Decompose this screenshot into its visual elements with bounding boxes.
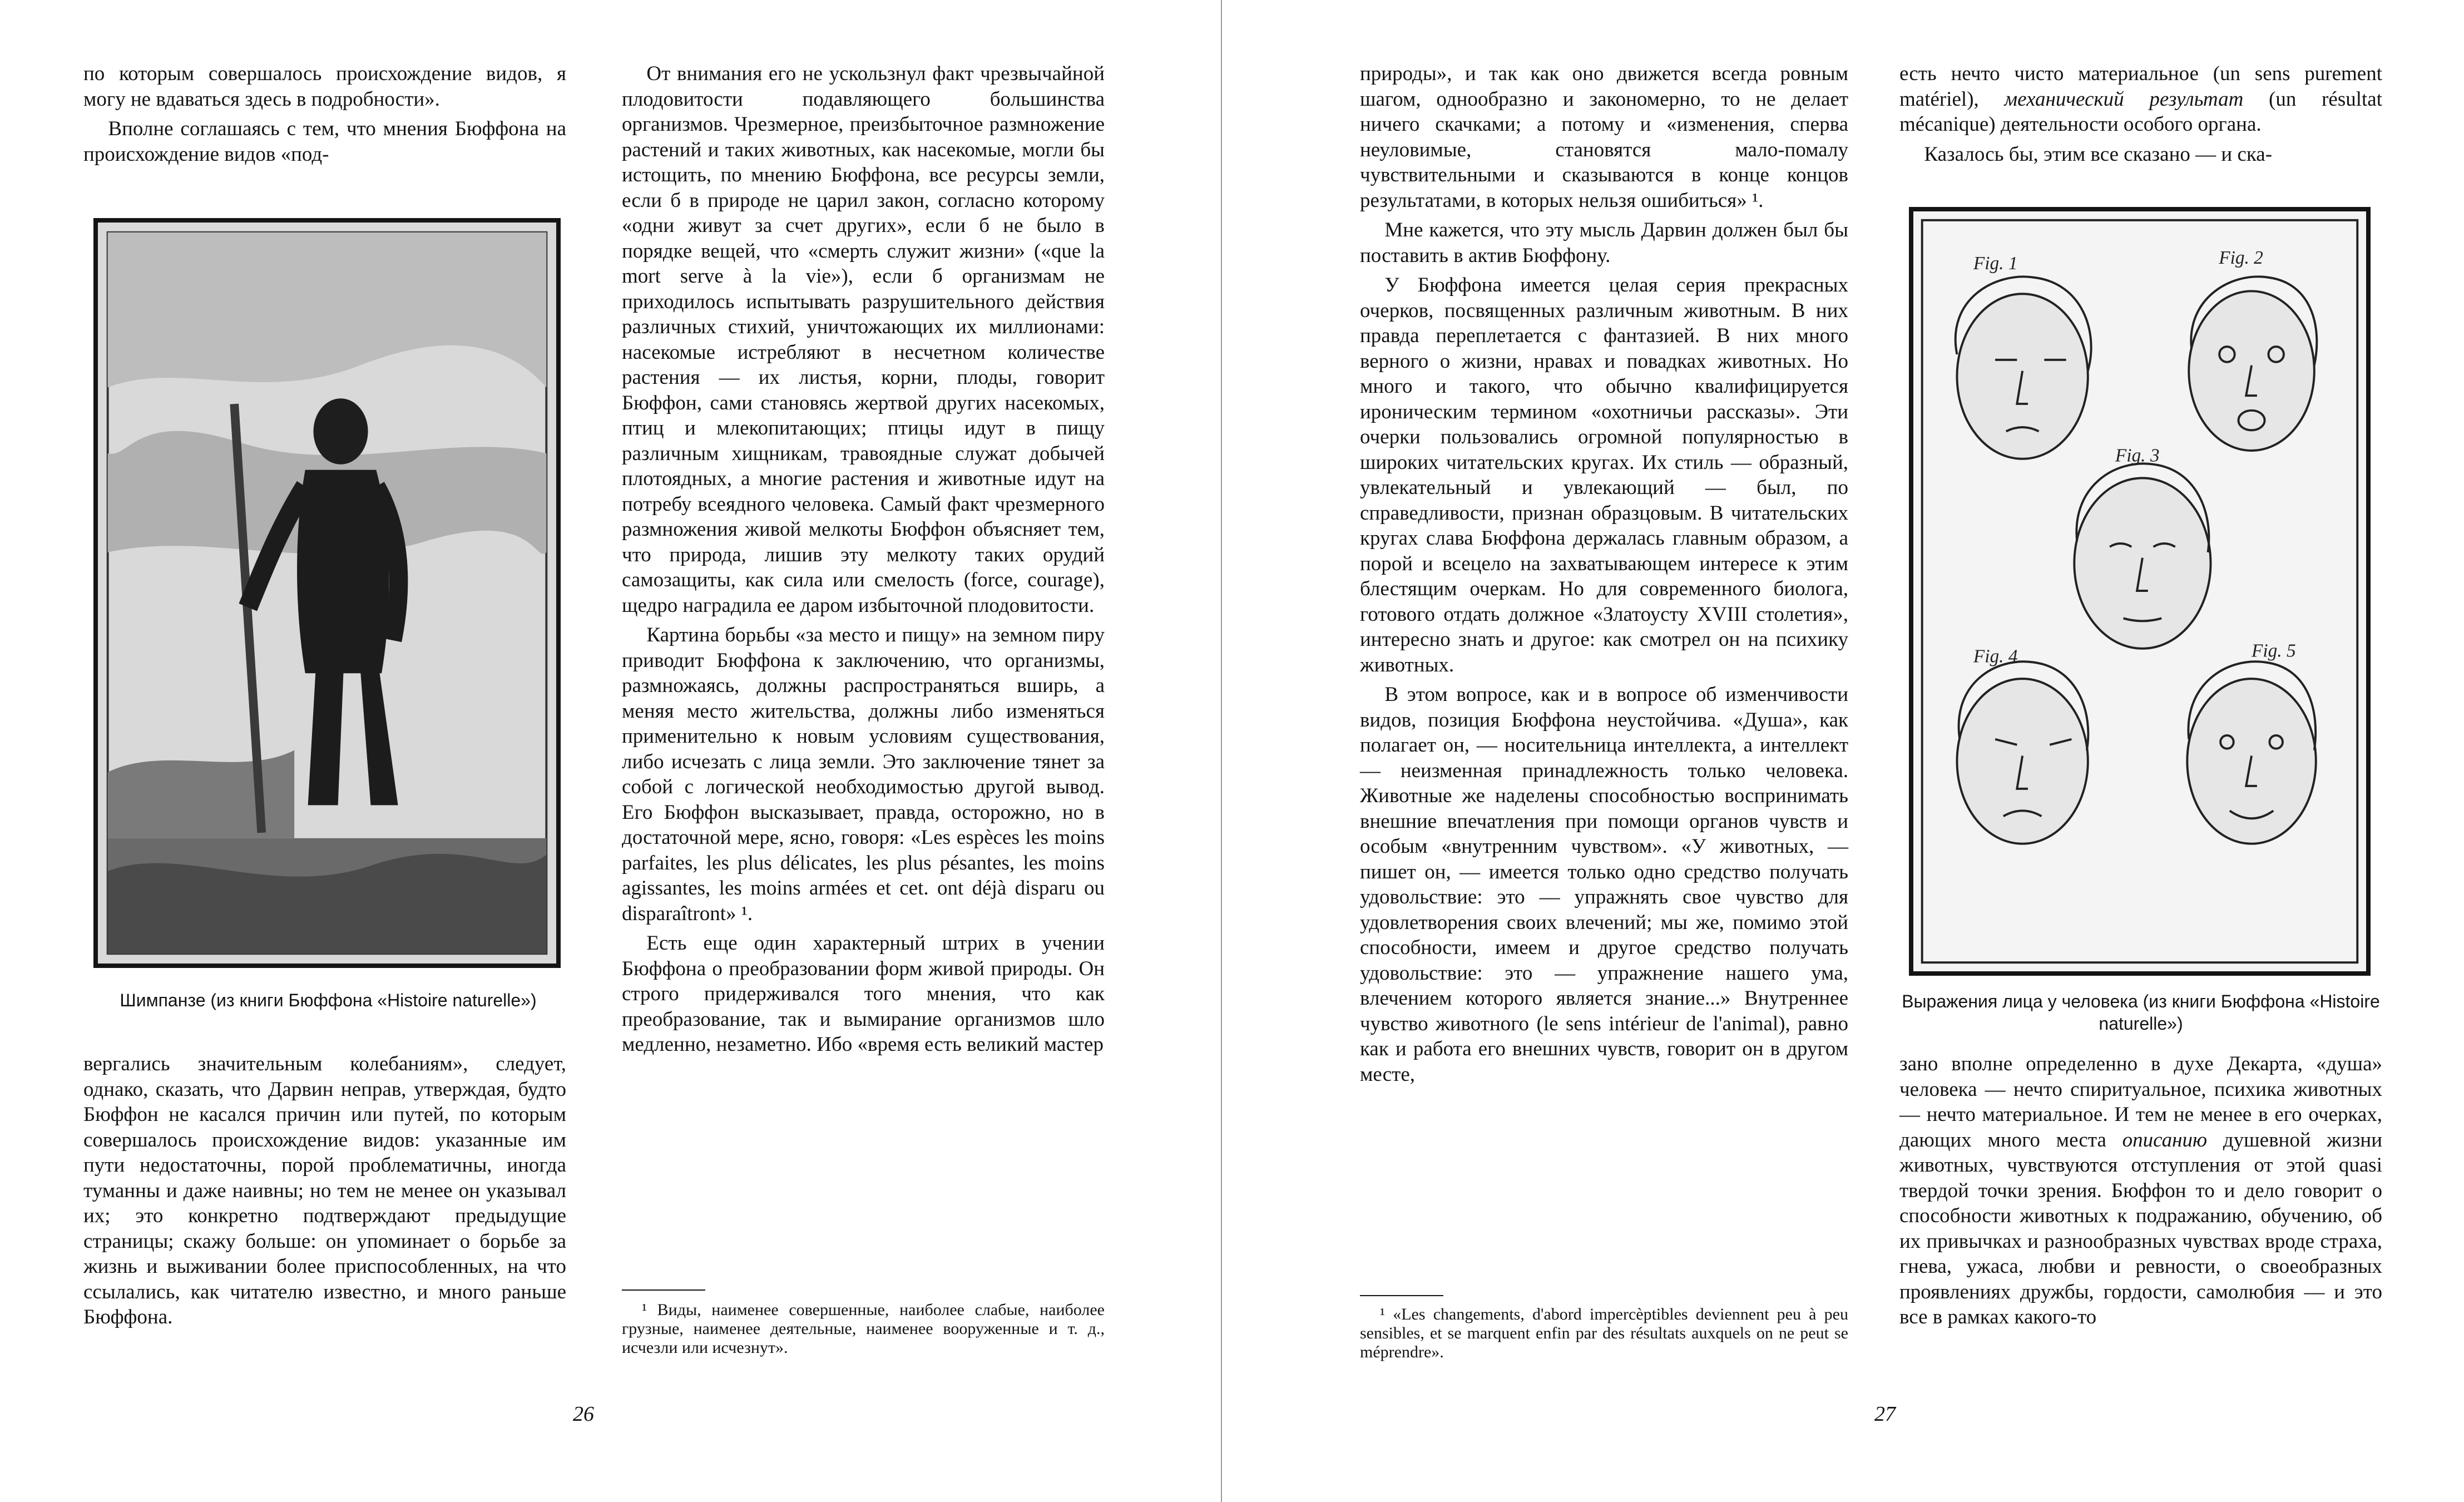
page-number-left: 26	[573, 1402, 594, 1426]
right-footnote	[1360, 1305, 1848, 1362]
paragraph: Картина борьбы «за место и пищу» на земном пиру приводит Бюффона к заключению, что организмы, размножаясь, должны распространяться вширь, а меняя место жительства, должны либо изменяться применительно к новым условиям существования, либо исчезать с лица земли. Это заключение тянет за собой с логической необходимостью другой вывод. Его Бюффон высказывает, правда, осторожно, но в достаточной мере, ясно, говоря: «Les espèces les moins parfaites, les plus délicates, les plus pésantes, les moins agissantes, les moins armées et cet. ont déjà disparu ou disparaîtront» ¹.	[622, 624, 1105, 925]
paragraph: Казалось бы, этим все сказано — и ска-	[1924, 142, 2273, 166]
paragraph: Вполне соглашаясь с тем, что мнения Бюффона на происхождение видов «под-	[83, 117, 566, 166]
right-col2-bottom	[1899, 1051, 2382, 1330]
chimpanzee-illustration	[93, 218, 561, 968]
footnote-rule	[622, 1289, 705, 1291]
left-col2	[622, 61, 1105, 1058]
paragraph: Есть еще один характерный штрих в учении Бюффона о преобразовании форм живой природы. Он строго придерживался того мнения, что как преобразование, так и вымирание организмов шло медленно, незаметно. Ибо «время есть великий мастер	[622, 932, 1105, 1056]
book-gutter	[1221, 0, 1222, 1502]
faces-engraving	[1913, 211, 2366, 971]
chimpanzee-caption: Шимпанзе (из книги Бюффона «Histoire naturelle»)	[120, 990, 537, 1010]
paragraph	[1899, 1051, 2382, 1330]
text-run: зано вполне определенно в духе Декарта, «душа» человека — нечто спиритуальное, психика животных — нечто материальное. И тем не менее в его очерках, дающих много места	[1899, 1053, 2382, 1152]
text-run: есть нечто чисто материальное (un sens purement matériel),	[1899, 62, 2382, 111]
footnote-rule	[1360, 1295, 1443, 1296]
paragraph: вергались значительным колебаниям», следует, однако, сказать, что Дарвин неправ, утверждая, будто Бюффон не касался причин или путей, по которым совершалось происхождение видов: указанные им пути недостаточны, порой проблематичны, иногда туманны и даже наивны; но тем не менее он указывал их; это конкретно подтверждают предыдущие страницы; скажу больше: он упоминает о борьбе за жизнь и выживании более приспособленных, на что ссылались, как читателю известно, и много раньше Бюффона.	[83, 1053, 566, 1328]
right-col2-top	[1899, 61, 2382, 167]
fig-label: Fig. 5	[2252, 640, 2296, 661]
fig-label: Fig. 4	[1973, 646, 2018, 667]
paragraph: по которым совершалось происхождение видов, я могу не вдаваться здесь в подробности».	[83, 62, 566, 111]
chimpanzee-engraving	[98, 223, 556, 964]
paragraph: Мне кажется, что эту мысль Дарвин должен был бы поставить в актив Бюффону.	[1360, 219, 1848, 267]
text-run: душевной жизни животных, чувствуются отступления от этой quasi твердой точки зрения. Бюффон то и дело говорит о способности животных к подражанию, обучению, об их привычках и разнообразных чувствах вроде страха, гнева, ужаса, любви и ревности, о своеобразных проявлениях дружбы, гордости, самолюбия — и это все в рамках какого-то	[1899, 1128, 2382, 1328]
paragraph	[1899, 61, 2382, 137]
footnote-text: ¹ «Les changements, d'abord impercèptibles deviennent peu à peu sensibles, et se marquent enfin par des résultats auxquels on ne peut se méprendre».	[1360, 1305, 1848, 1361]
paragraph: В этом вопросе, как и в вопросе об изменчивости видов, позиция Бюффона неустойчива. «Душа», как полагает он, — носительница интеллекта, а интеллект — неизменная принадлежность только человека. Животные же наделены способностью воспринимать внешние впечатления при помощи органов чувств и особым «внутренним чувством». «У животных, — пишет он, — имеется только одно средство получать удовольствие: это — упражнять свое чувство для удовлетворения своих влечений; мы же, помимо этой способности, имеем и другое средство получать удовольствие: это — упражнение нашего ума, влечением которого является знание...» Внутреннее чувство животного (le sens intérieur de l'animal), равно как и работа его внешних чувств, говорит он в другом месте,	[1360, 683, 1848, 1086]
italic-text: механический результат	[2004, 87, 2244, 111]
fig-label: Fig. 1	[1973, 253, 2018, 274]
left-col1-top	[83, 61, 566, 167]
facial-expressions-illustration	[1909, 207, 2371, 976]
page-number-right: 27	[1874, 1402, 1896, 1426]
footnote-text: ¹ Виды, наименее совершенные, наиболее слабые, наиболее грузные, наименее деятельные, наименее вооруженные и т. д., исчезли или исчезнут».	[622, 1301, 1105, 1357]
paragraph: У Бюффона имеется целая серия прекрасных очерков, посвященных различным животным. В них правда переплетается с фантазией. В них много верного о жизни, нравах и повадках животных. Но много и такого, что обычно квалифицируется ироническим термином «охотничьи рассказы». Эти очерки пользовались огромной популярностью в широких читательских кругах. Их стиль — образный, увлекательный и увлекающий — был, по справедливости, признан образцовым. В читательских кругах слава Бюффона держалась главным образом, а порой и всецело на захватывающем интересе к этим блестящим очеркам. Но для современного биолога, готового отдать должное «Златоусту XVIII столетия», интересно знать и другое: как смотрел он на психику животных.	[1360, 274, 1848, 676]
faces-caption: Выражения лица у человека (из книги Бюффона «Histoire naturelle»)	[1902, 991, 2380, 1034]
left-col1-bottom	[83, 1051, 566, 1330]
fig-label: Fig. 2	[2219, 247, 2263, 268]
right-col1	[1360, 61, 1848, 1087]
text-run: (un résultat mécanique) деятельности особого органа.	[1899, 87, 2383, 136]
paragraph: природы», и так как оно движется всегда ровным шагом, однообразно и закономерно, то не делает ничего скачками; а потому и «изменения, сперва неуловимые, становятся мало-помалу чувствительными и сказываются в конце концов результатами, в которых нельзя ошибиться» ¹.	[1360, 62, 1848, 212]
fig-label: Fig. 3	[2115, 445, 2160, 466]
left-footnote	[622, 1301, 1105, 1357]
italic-text: описанию	[2122, 1128, 2208, 1152]
paragraph: От внимания его не ускользнул факт чрезвычайной плодовитости подавляющего большинства организмов. Чрезмерное, преизбыточное размножение растений и таких животных, как насекомые, могли бы истощить, по мнению Бюффона, все ресурсы земли, если б в природе не царил закон, согласно которому «одни живут за счет других», если б не было в порядке вещей, что «смерть служит жизни» («que la mort serve à la vie»), если б организмам не приходилось испытывать разрушительного действия различных стихий, уничтожающих их миллионами: насекомые истребляют в несчетном количестве растения — их листья, корни, плоды, говорит Бюффон, сами становясь жертвой других насекомых, птиц и млекопитающих; птицы идут в пищу различным хищникам, травоядные служат добычей плотоядных, а многие растения и животные идут на потребу всеядного человека. Самый факт чрезмерного размножения живой мелкоты Бюффон объясняет тем, что природа, лишив эту мелкоту таких орудий самозащиты, как сила или смелость (force, courage), щедро наградила ее даром избыточной плодовитости.	[622, 62, 1105, 617]
